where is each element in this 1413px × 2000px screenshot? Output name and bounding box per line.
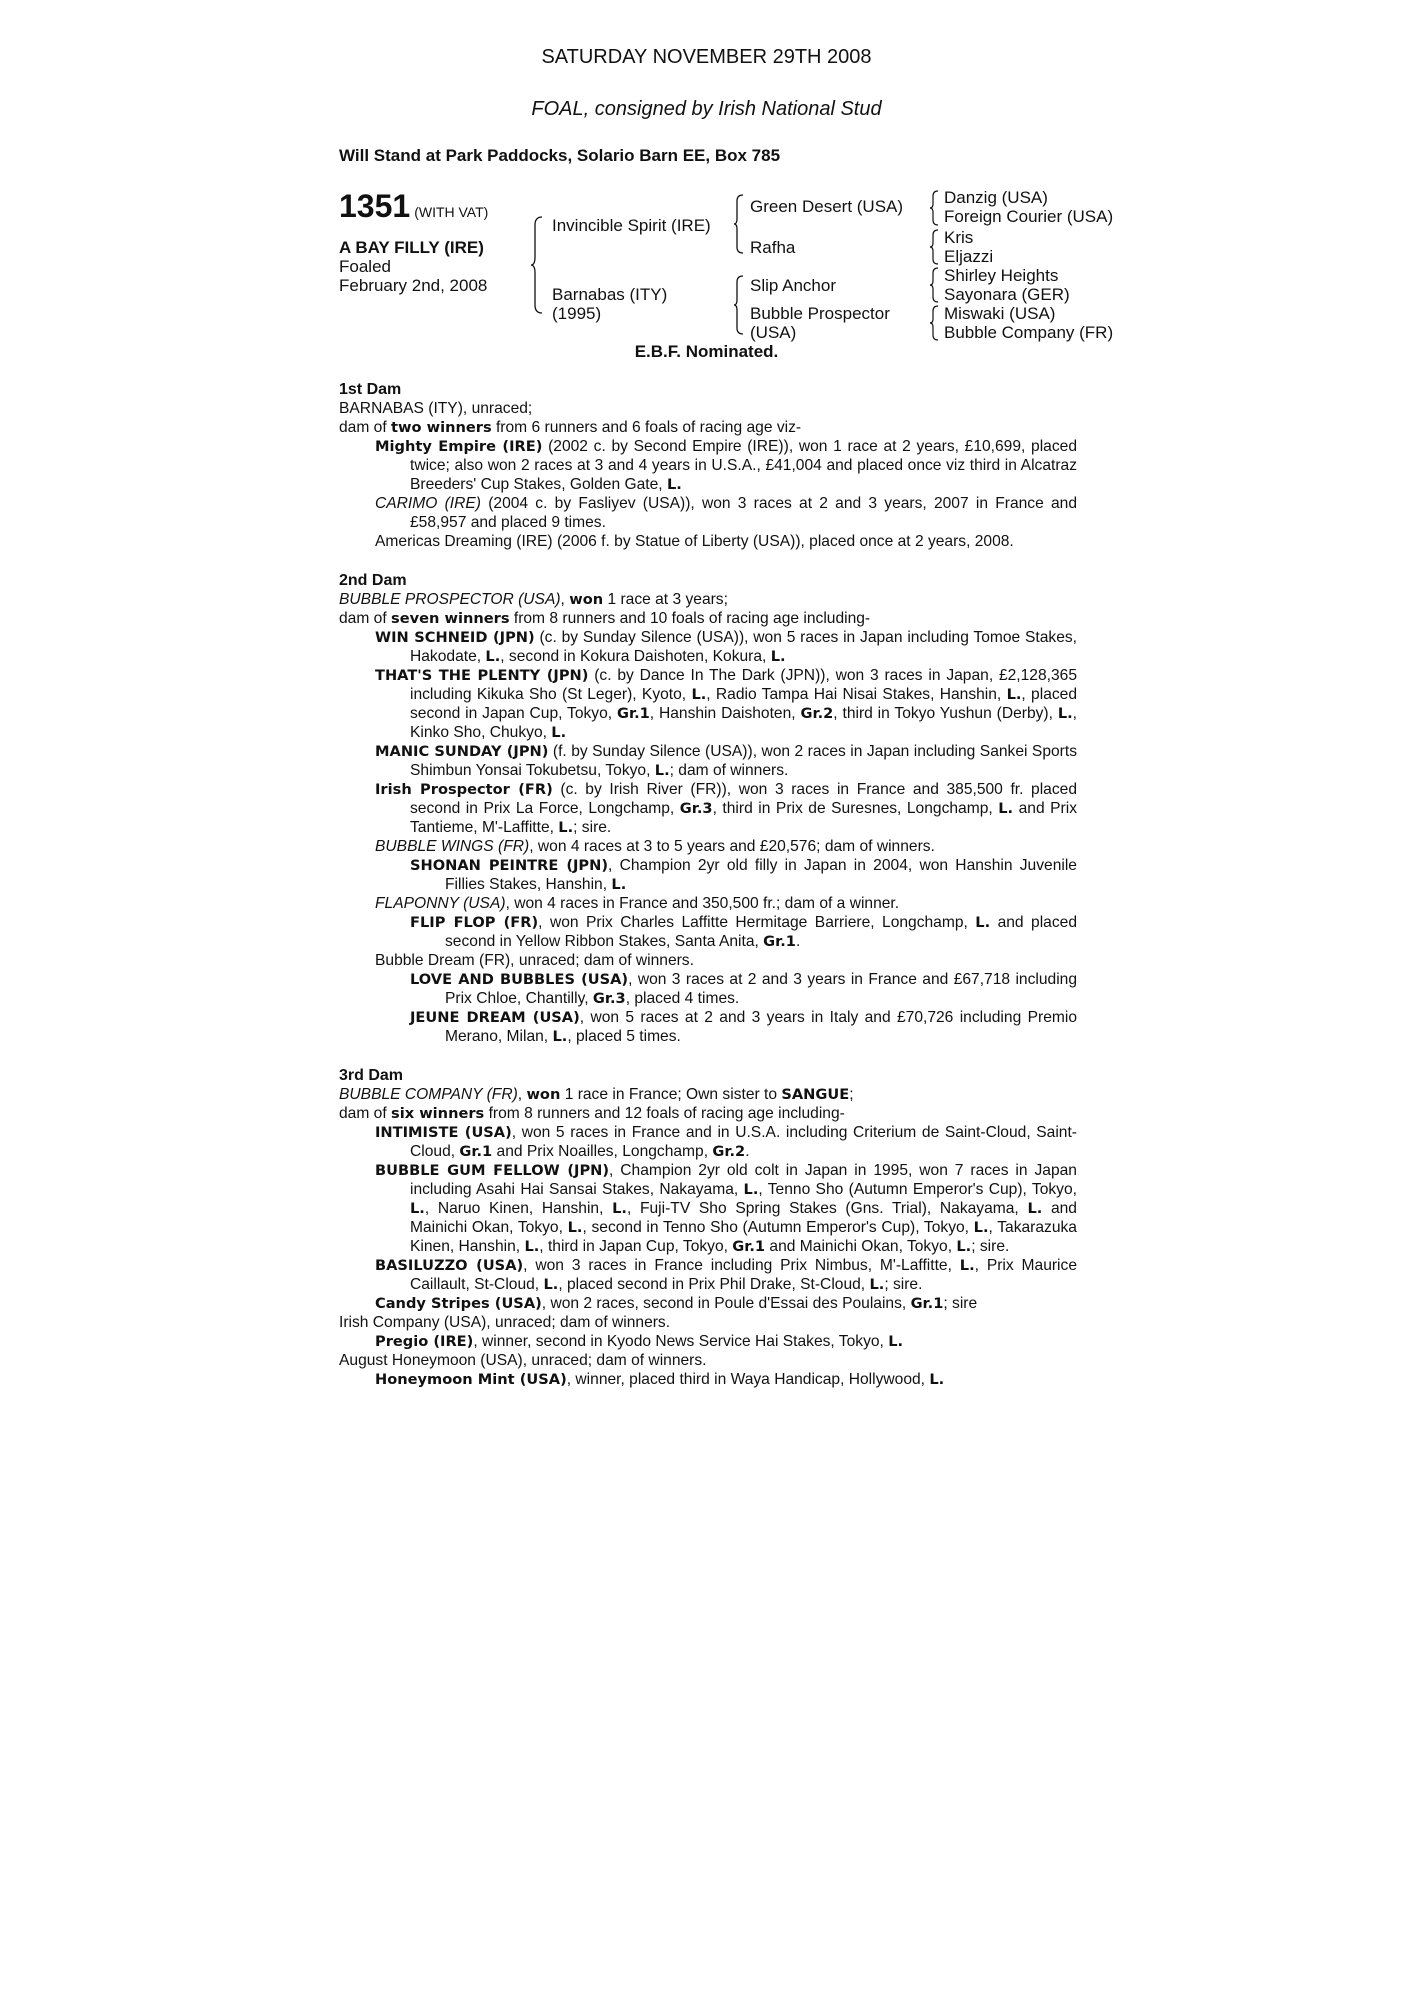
text-run: , Champion 2yr old colt in Japan in 1995, won 7 races in Japan including Asahi Hai Sansai Stakes, Nakayama, [410, 1162, 1077, 1198]
text-run: , Champion 2yr old filly in Japan in 2004, won Hanshin Juvenile Fillies Stakes, Hanshin, [445, 857, 1077, 893]
text-run: , won 5 races in France and in U.S.A. including Criterium de Saint-Cloud, Saint-Cloud, [410, 1124, 1078, 1160]
produce-entry: Irish Company (USA), unraced; dam of winners. [339, 1314, 671, 1331]
text-run: , second in Kokura Daishoten, Kokura, [500, 648, 771, 665]
text-run: FLAPONNY (USA) [375, 895, 506, 912]
produce-entry [339, 913, 1077, 951]
text-run: BUBBLE COMPANY (FR) [339, 1086, 518, 1103]
text-run: , won 2 races, second in Poule d'Essai des Poulains, [541, 1295, 911, 1312]
text-run: ; [849, 1086, 854, 1103]
text-run: L. [1057, 705, 1073, 722]
produce-entry [339, 628, 1077, 666]
text-run: (2004 c. by Fasliyev (USA)), won 3 races at 2 and 3 years, 2007 in France and £58,957 and placed 9 times. [410, 495, 1077, 531]
text-run: L. [770, 648, 786, 665]
produce-entry [339, 1332, 1077, 1351]
text-run: Gr.2 [712, 1143, 746, 1160]
produce-entry [339, 742, 1077, 780]
produce-entry [339, 1008, 1077, 1046]
text-run: L. [743, 1181, 759, 1198]
vat-label: (WITH VAT) [414, 204, 489, 220]
foaled-info [339, 257, 487, 295]
produce-entry [339, 837, 1077, 856]
second-dam-summary [339, 609, 1077, 628]
text-run: won [526, 1086, 561, 1103]
text-run: L. [973, 1219, 989, 1236]
text-run: , third in Tokyo Yushun (Derby), [833, 705, 1058, 722]
text-run: BUBBLE WINGS (FR) [375, 838, 530, 855]
pedigree-g5: Shirley Heights [944, 266, 1059, 285]
text-run: L. [551, 724, 567, 741]
text-run: , placed 5 times. [567, 1028, 681, 1045]
text-run: Gr.1 [616, 705, 650, 722]
text-run: , won 3 races at 2 and 3 years in France and £67,718 including Prix Chloe, Chantilly, [445, 971, 1078, 1007]
text-run: ; sire. [971, 1238, 1010, 1255]
pedigree-g1: Danzig (USA) [944, 188, 1048, 207]
first-dam-line: BARNABAS (ITY), unraced; [339, 400, 533, 417]
text-run: dam of [339, 1105, 392, 1122]
text-run: Candy Stripes (USA) [375, 1295, 542, 1312]
text-run: L. [543, 1276, 559, 1293]
text-run: L. [410, 1200, 425, 1217]
text-run: , Fuji-TV Sho Spring Stakes (Gns. Trial), Nakayama, [626, 1200, 1028, 1217]
pedigree-g7: Miswaki (USA) [944, 304, 1056, 323]
produce-entry [339, 1123, 1077, 1161]
produce-entry [339, 494, 1077, 532]
text-run: L. [691, 686, 707, 703]
pedigree-brace-dam [733, 274, 745, 336]
text-run: INTIMISTE (USA) [375, 1124, 512, 1141]
text-run: , Tenno Sho (Autumn Emperor's Cup), Tokyo, [758, 1181, 1077, 1198]
pedigree-g6: Sayonara (GER) [944, 285, 1070, 304]
text-run: 1 race at 3 years; [603, 591, 728, 608]
text-run: JEUNE DREAM (USA) [410, 1009, 580, 1026]
text-run: L. [959, 1257, 975, 1274]
pedigree-brace-g3 [929, 266, 939, 304]
produce-entry [339, 1294, 1077, 1313]
text-run: L. [567, 1219, 583, 1236]
produce-entry [339, 780, 1077, 837]
text-run: L. [929, 1371, 945, 1388]
pedigree-sire: Invincible Spirit (IRE) [552, 216, 711, 235]
second-dam-line [339, 590, 1077, 609]
ebf-nominated: E.B.F. Nominated. [634, 342, 779, 361]
text-run: THAT'S THE PLENTY (JPN) [375, 667, 589, 684]
text-run: L. [956, 1238, 972, 1255]
text-run: , won 4 races in France and 350,500 fr.; dam of a winner. [505, 895, 900, 912]
pedigree-g2: Foreign Courier (USA) [944, 207, 1114, 226]
pedigree-g3: Kris [944, 228, 974, 247]
text-run: , placed 4 times. [625, 990, 740, 1007]
text-run: SHONAN PEINTRE (JPN) [410, 857, 608, 874]
text-run: , third in Japan Cup, Tokyo, [539, 1238, 733, 1255]
text-run: L. [1006, 686, 1022, 703]
text-run: Gr.3 [679, 800, 713, 817]
text-run: seven winners [391, 610, 510, 627]
text-run: WIN SCHNEID (JPN) [375, 629, 535, 646]
text-run: . [745, 1143, 750, 1160]
text-run: L. [558, 819, 574, 836]
text-run: ; sire. [573, 819, 612, 836]
text-run: L. [612, 1200, 627, 1217]
pedigree-sire-dam: Rafha [750, 238, 796, 257]
third-dam-heading: 3rd Dam [339, 1067, 404, 1084]
text-run: , won Prix Charles Laffitte Hermitage Barriere, Longchamp, [538, 914, 976, 931]
produce-entry [339, 1370, 1077, 1389]
text-run: , placed second in Prix Phil Drake, St-Cloud, [558, 1276, 870, 1293]
first-dam-heading: 1st Dam [339, 381, 402, 398]
text-run: ; sire. [884, 1276, 923, 1293]
text-run: 1 race in France; Own sister to [560, 1086, 782, 1103]
second-dam-heading: 2nd Dam [339, 572, 407, 589]
text-run: (c. by Dance In The Dark (JPN)), won 3 races in Japan, £2,128,365 including Kikuka Sho (St Leger), Kyoto, [410, 667, 1077, 703]
sale-date: SATURDAY NOVEMBER 29TH 2008 [541, 46, 872, 68]
produce-entry [339, 666, 1077, 742]
text-run: BASILUZZO (USA) [375, 1257, 524, 1274]
text-run: and Mainichi Okan, Tokyo, [410, 1200, 1077, 1236]
text-run: (c. by Sunday Silence (USA)), won 5 races in Japan including Tomoe Stakes, Hakodate, [410, 629, 1078, 665]
text-run: Gr.1 [763, 933, 796, 950]
text-run: and placed second in Yellow Ribbon Stakes, Santa Anita, [445, 914, 1077, 950]
foaled-date: February 2nd, 2008 [339, 276, 488, 295]
text-run: six winners [391, 1105, 485, 1122]
produce-entry: Bubble Dream (FR), unraced; dam of winners. [375, 952, 694, 969]
text-run: , Prix Maurice Caillault, St-Cloud, [410, 1257, 1077, 1293]
text-run: ; dam of winners. [669, 762, 789, 779]
produce-record [339, 380, 1077, 1389]
third-dam-summary [339, 1104, 1077, 1123]
text-run: from 8 runners and 12 foals of racing age including- [484, 1105, 845, 1122]
pedigree-brace-g4 [929, 304, 939, 342]
lot-description: A BAY FILLY (IRE) [339, 238, 484, 257]
text-run: , won 4 races at 3 to 5 years and £20,576; dam of winners. [529, 838, 935, 855]
text-run: (c. by Irish River (FR)), won 3 races in France and 385,500 fr. placed second in Prix La Force, Longchamp, [410, 781, 1077, 817]
third-dam-line [339, 1085, 1077, 1104]
text-run: , Hanshin Daishoten, [649, 705, 801, 722]
text-run: , [560, 591, 570, 608]
text-run: ; sire [943, 1295, 978, 1312]
text-run: , [517, 1086, 527, 1103]
text-run: FLIP FLOP (FR) [410, 914, 539, 931]
produce-entry [339, 894, 1077, 913]
text-run: and Mainichi Okan, Tokyo, [765, 1238, 957, 1255]
consignment-line: FOAL, consigned by Irish National Stud [531, 98, 882, 120]
text-run: Gr.3 [592, 990, 626, 1007]
text-run: Gr.2 [800, 705, 834, 722]
text-run: BUBBLE PROSPECTOR (USA) [339, 591, 561, 608]
text-run: , won 3 races in France including Prix Nimbus, M'-Laffitte, [523, 1257, 960, 1274]
lot-heading [339, 188, 488, 225]
pedigree-dam: Barnabas (ITY) (1995) [552, 285, 668, 323]
pedigree-brace-main [530, 215, 544, 315]
text-run: L. [524, 1238, 540, 1255]
pedigree-sire-sire: Green Desert (USA) [750, 197, 904, 216]
text-run: from 6 runners and 6 foals of racing age viz- [491, 419, 802, 436]
text-run: and Prix Noailles, Longchamp, [492, 1143, 713, 1160]
text-run: L. [869, 1276, 885, 1293]
text-run: dam of [339, 610, 392, 627]
first-dam-summary [339, 418, 1077, 437]
text-run: L. [485, 648, 501, 665]
pedigree-dam-dam: Bubble Prospector (USA) [750, 304, 890, 342]
pedigree-g4: Eljazzi [944, 247, 994, 266]
text-run: , won 5 races at 2 and 3 years in Italy and £70,726 including Premio Merano, Milan, [445, 1009, 1077, 1045]
text-run: won [569, 591, 604, 608]
text-run: CARIMO (IRE) [375, 495, 481, 512]
text-run: L. [998, 800, 1014, 817]
text-run: (2002 c. by Second Empire (IRE)), won 1 race at 2 years, £10,699, placed twice; also won 2 races at 3 and 4 years in U.S.A., £41,004 and placed once viz third in Alcatraz Breeders' Cup Stakes, Golden Gate, [410, 438, 1077, 493]
text-run: Gr.1 [732, 1238, 766, 1255]
produce-entry: Americas Dreaming (IRE) (2006 f. by Statue of Liberty (USA)), placed once at 2 years, 2008. [375, 533, 1014, 550]
text-run: L. [888, 1333, 904, 1350]
text-run: , placed second in Japan Cup, Tokyo, [410, 686, 1078, 722]
pedigree-brace-g2 [929, 228, 939, 266]
text-run: , winner, second in Kyodo News Service Hai Stakes, Tokyo, [473, 1333, 889, 1350]
pedigree-g8: Bubble Company (FR) [944, 323, 1114, 342]
produce-entry [339, 856, 1077, 894]
text-run: from 8 runners and 10 foals of racing age including- [509, 610, 871, 627]
text-run: L. [975, 914, 991, 931]
pedigree-brace-sire [733, 193, 745, 255]
text-run: L. [654, 762, 670, 779]
produce-entry [339, 1256, 1077, 1294]
text-run: Mighty Empire (IRE) [375, 438, 543, 455]
pedigree-brace-g1 [929, 189, 939, 227]
text-run: BUBBLE GUM FELLOW (JPN) [375, 1162, 610, 1179]
text-run: L. [611, 876, 627, 893]
text-run: , Kinko Sho, Chukyo, [410, 705, 1078, 741]
text-run: dam of [339, 419, 392, 436]
text-run: , third in Prix de Suresnes, Longchamp, [712, 800, 999, 817]
text-run: , winner, placed third in Waya Handicap, Hollywood, [566, 1371, 930, 1388]
text-run: Gr.1 [910, 1295, 944, 1312]
foaled-label: Foaled [339, 257, 391, 276]
text-run: Irish Prospector (FR) [375, 781, 553, 798]
text-run: Honeymoon Mint (USA) [375, 1371, 567, 1388]
text-run: Gr.1 [459, 1143, 493, 1160]
produce-entry: August Honeymoon (USA), unraced; dam of winners. [339, 1352, 707, 1369]
text-run: , Naruo Kinen, Hanshin, [424, 1200, 613, 1217]
text-run: SANGUE [781, 1086, 850, 1103]
pedigree-dam-sire: Slip Anchor [750, 276, 836, 295]
text-run: , second in Tenno Sho (Autumn Emperor's Cup), Tokyo, [582, 1219, 974, 1236]
text-run: MANIC SUNDAY (JPN) [375, 743, 549, 760]
text-run: , Takarazuka Kinen, Hanshin, [410, 1219, 1077, 1255]
text-run: L. [552, 1028, 568, 1045]
text-run: (f. by Sunday Silence (USA)), won 2 races in Japan including Sankei Sports Shimbun Yonsai Tokubetsu, Tokyo, [410, 743, 1077, 779]
text-run: two winners [391, 419, 492, 436]
lot-number: 1351 [339, 188, 411, 224]
produce-entry [339, 1161, 1077, 1256]
text-run: and Prix Tantieme, M'-Laffitte, [410, 800, 1078, 836]
text-run: , Radio Tampa Hai Nisai Stakes, Hanshin, [706, 686, 1007, 703]
text-run: LOVE AND BUBBLES (USA) [410, 971, 629, 988]
text-run: L. [666, 476, 682, 493]
produce-entry [339, 970, 1077, 1008]
text-run: Pregio (IRE) [375, 1333, 474, 1350]
text-run: . [795, 933, 801, 950]
stand-location: Will Stand at Park Paddocks, Solario Barn EE, Box 785 [339, 146, 781, 165]
produce-entry [339, 437, 1077, 494]
text-run: L. [1027, 1200, 1043, 1217]
